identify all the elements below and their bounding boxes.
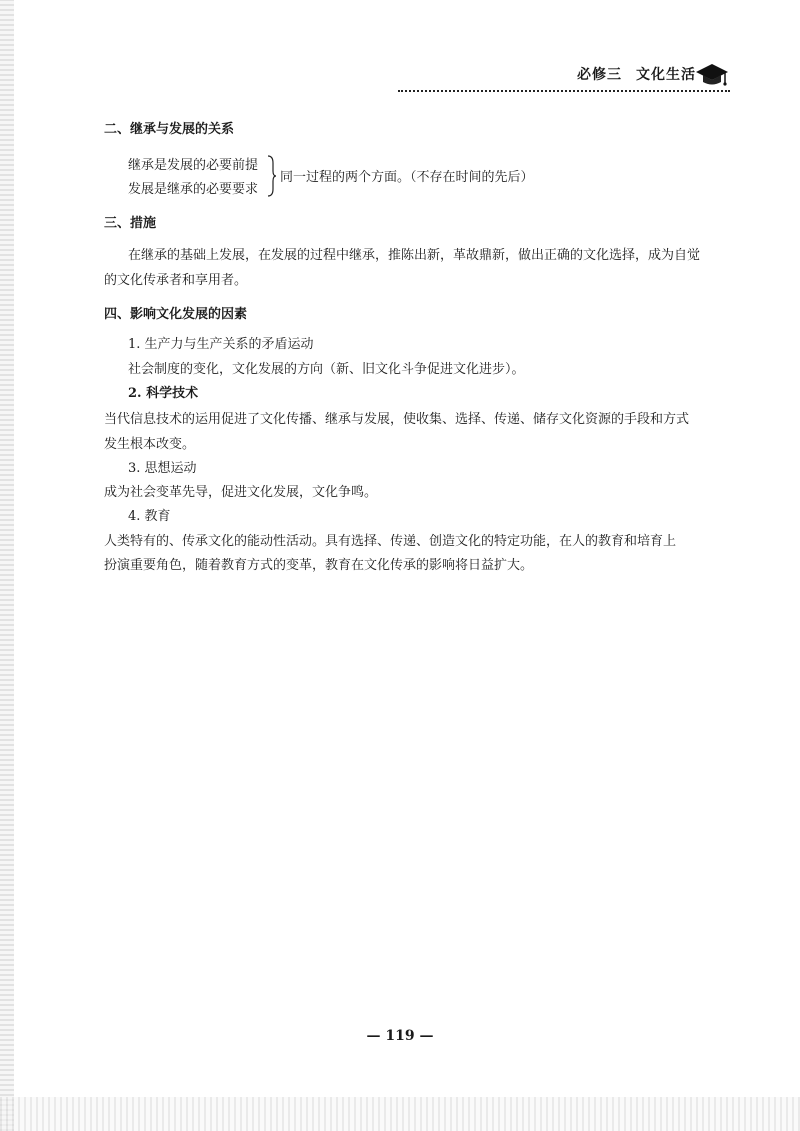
scan-edge-bottom [0,1097,800,1131]
factor-2-text-line-1: 当代信息技术的运用促进了文化传播、继承与发展，使收集、选择、传递、储存文化资源的手段和方式 [104,412,690,427]
section-3-heading: 三、措施 [104,216,157,231]
section-2-heading: 二、继承与发展的关系 [104,122,235,137]
relation-item-2: 发展是继承的必要要求 [128,182,259,197]
right-brace-icon [267,155,277,197]
graduation-cap-icon [694,60,730,88]
relation-note: 同一过程的两个方面。（不存在时间的先后） [280,170,534,185]
factor-1-text: 社会制度的变化，文化发展的方向（新、旧文化斗争促进文化进步）。 [128,362,525,377]
measures-paragraph-line-1: 在继承的基础上发展，在发展的过程中继承，推陈出新，革故鼎新，做出正确的文化选择，成为自觉 [128,248,701,263]
factor-2-title: 2. 科学技术 [128,386,199,401]
header-subject: 文化生活 [636,67,696,83]
factor-3-title: 3. 思想运动 [128,461,197,476]
header-title [577,64,696,84]
factor-4-text-line-2: 扮演重要角色，随着教育方式的变革，教育在文化传承的影响将日益扩大。 [104,558,534,573]
factor-2-text-line-2: 发生根本改变。 [104,437,196,452]
relation-item-1: 继承是发展的必要前提 [128,158,259,173]
factor-4-text-line-1: 人类特有的、传承文化的能动性活动。具有选择、传递、创造文化的特定功能，在人的教育和培育上 [104,534,677,549]
factor-3-text: 成为社会变革先导，促进文化发展，文化争鸣。 [104,485,378,500]
factor-4-title: 4. 教育 [128,509,171,524]
factor-1-title: 1. 生产力与生产关系的矛盾运动 [128,337,314,352]
scan-edge-left [0,0,14,1131]
section-4-heading: 四、影响文化发展的因素 [104,307,248,322]
header-rule [398,90,730,92]
header-book: 必修三 [577,67,622,83]
page-header [0,0,800,100]
page-number: — 119 — [366,1028,434,1044]
measures-paragraph-line-2: 的文化传承者和享用者。 [104,273,248,288]
